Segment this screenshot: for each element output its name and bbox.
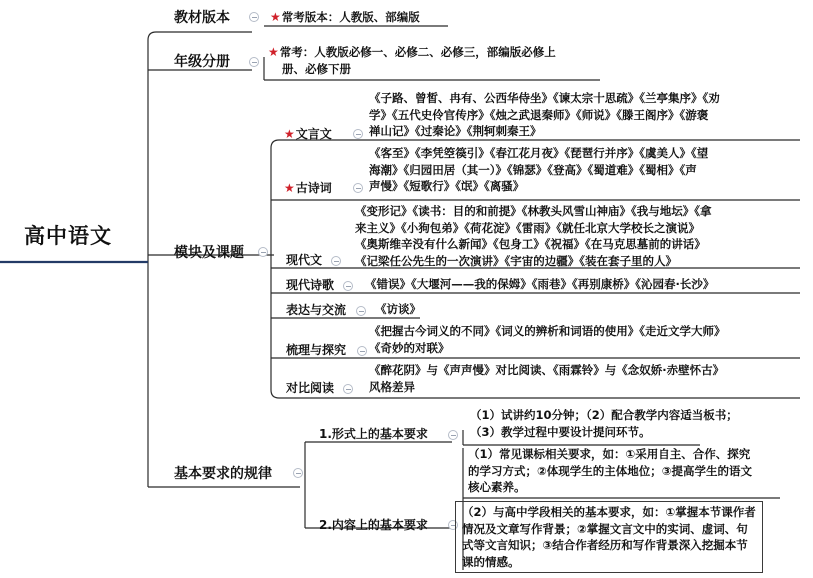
module-modern-poetry: 现代诗歌 — [286, 278, 335, 292]
star-icon: ★ — [270, 10, 281, 24]
branch-textbook: 教材版本 — [174, 10, 230, 26]
star-icon: ★ — [284, 181, 295, 195]
content-requirements-part1: （1）常见课标相关要求，如：①采用自主、合作、探究 的学习方式；②体现学生的主体地位；③提高学生的语文 核心素养。 — [468, 447, 752, 494]
module-comparative-reading: 对比阅读 — [286, 381, 335, 395]
classical-chinese-texts: 《子路、曾皙、冉有、公西华侍坐》《谏太宗十思疏》《兰亭集序》《劝 学》《五代史伶官传序》《烛之武退秦师》《师说》《滕王阁序》《游褒 禅山记》《过秦论》《荆轲刺秦王》 — [369, 91, 720, 138]
branch-rules: 基本要求的规律 — [174, 466, 272, 482]
comparative-reading-texts: 《醉花阴》与《声声慢》对比阅读、《雨霖铃》与《念奴娇·赤壁怀古》 风格差异 — [369, 363, 725, 394]
module-review-inquiry: 梳理与探究 — [286, 343, 347, 357]
collapse-toggle-formal[interactable] — [448, 430, 458, 440]
grade-note: ★常考：人教版必修一、必修二、必修三，部编版必修上 册、必修下册 — [268, 45, 556, 76]
formal-requirements: （1）试讲约10分钟；（2）配合教学内容适当板书； （3）教学过程中要设计提问环节。 — [470, 408, 738, 439]
review-inquiry-texts: 《把握古今词义的不同》《词义的辨析和词语的使用》《走近文学大师》 《奇妙的对联》 — [369, 324, 726, 355]
rule-formal: 1.形式上的基本要求 — [319, 427, 428, 441]
star-icon: ★ — [268, 45, 279, 59]
collapse-toggle-classical-poetry[interactable] — [353, 183, 363, 193]
branch-modules: 模块及课题 — [174, 245, 244, 261]
textbook-note: ★常考版本：人教版、部编版 — [270, 10, 420, 24]
collapse-toggle-expression-communication[interactable] — [356, 306, 366, 316]
star-icon: ★ — [284, 127, 295, 141]
collapse-toggle-modules[interactable] — [258, 247, 268, 257]
collapse-toggle-classical-chinese[interactable] — [353, 129, 363, 139]
branch-grade: 年级分册 — [174, 54, 230, 70]
module-expression-communication: 表达与交流 — [286, 303, 347, 317]
collapse-toggle-textbook[interactable] — [249, 12, 259, 22]
collapse-toggle-grade[interactable] — [249, 57, 259, 67]
expression-communication-texts: 《访谈》 — [375, 302, 421, 316]
classical-poetry-texts: 《客至》《李凭箜篌引》《春江花月夜》《琵琶行并序》《虞美人》《望 海潮》《归园田居（其一）》《锦瑟》《登高》《蜀道难》《蜀相》《声 声慢》《短歌行》《氓》《离骚》 — [369, 146, 709, 193]
rule-content: 2.内容上的基本要求 — [319, 518, 428, 532]
root-topic: 高中语文 — [24, 224, 112, 248]
collapse-toggle-modern-poetry[interactable] — [343, 281, 353, 291]
collapse-toggle-modern-prose[interactable] — [331, 256, 341, 266]
collapse-toggle-comparative-reading[interactable] — [343, 384, 353, 394]
collapse-toggle-review-inquiry[interactable] — [357, 346, 367, 356]
collapse-toggle-rules[interactable] — [293, 468, 303, 478]
module-modern-prose: 现代文 — [286, 253, 323, 267]
module-classical-poetry: ★古诗词 — [284, 181, 332, 195]
modern-prose-texts: 《变形记》《读书：目的和前提》《林教头风雪山神庙》《我与地坛》《拿 来主义》《小狗包弟》《荷花淀》《雷雨》《就任北京大学校长之演说》 《奥斯维辛没有什么新闻》《包身工》《祝福》《在马克思墓前的讲话》 《记梁任公先生的一次演讲》《宇宙的边疆》《装在套子里的人》 — [355, 204, 712, 268]
modern-poetry-texts: 《错误》《大堰河——我的保姆》《雨巷》《再别康桥》《沁园春·长沙》 — [365, 277, 715, 291]
content-requirements-part2: （2）与高中学段相关的基本要求，如：①掌握本节课作者 情况及文章写作背景；②掌握文言文中的实词、虚词、句 式等文言知识；③结合作者经历和写作背景深入挖掘本节 课的情感。 — [455, 501, 763, 573]
module-classical-chinese: ★文言文 — [284, 127, 332, 141]
